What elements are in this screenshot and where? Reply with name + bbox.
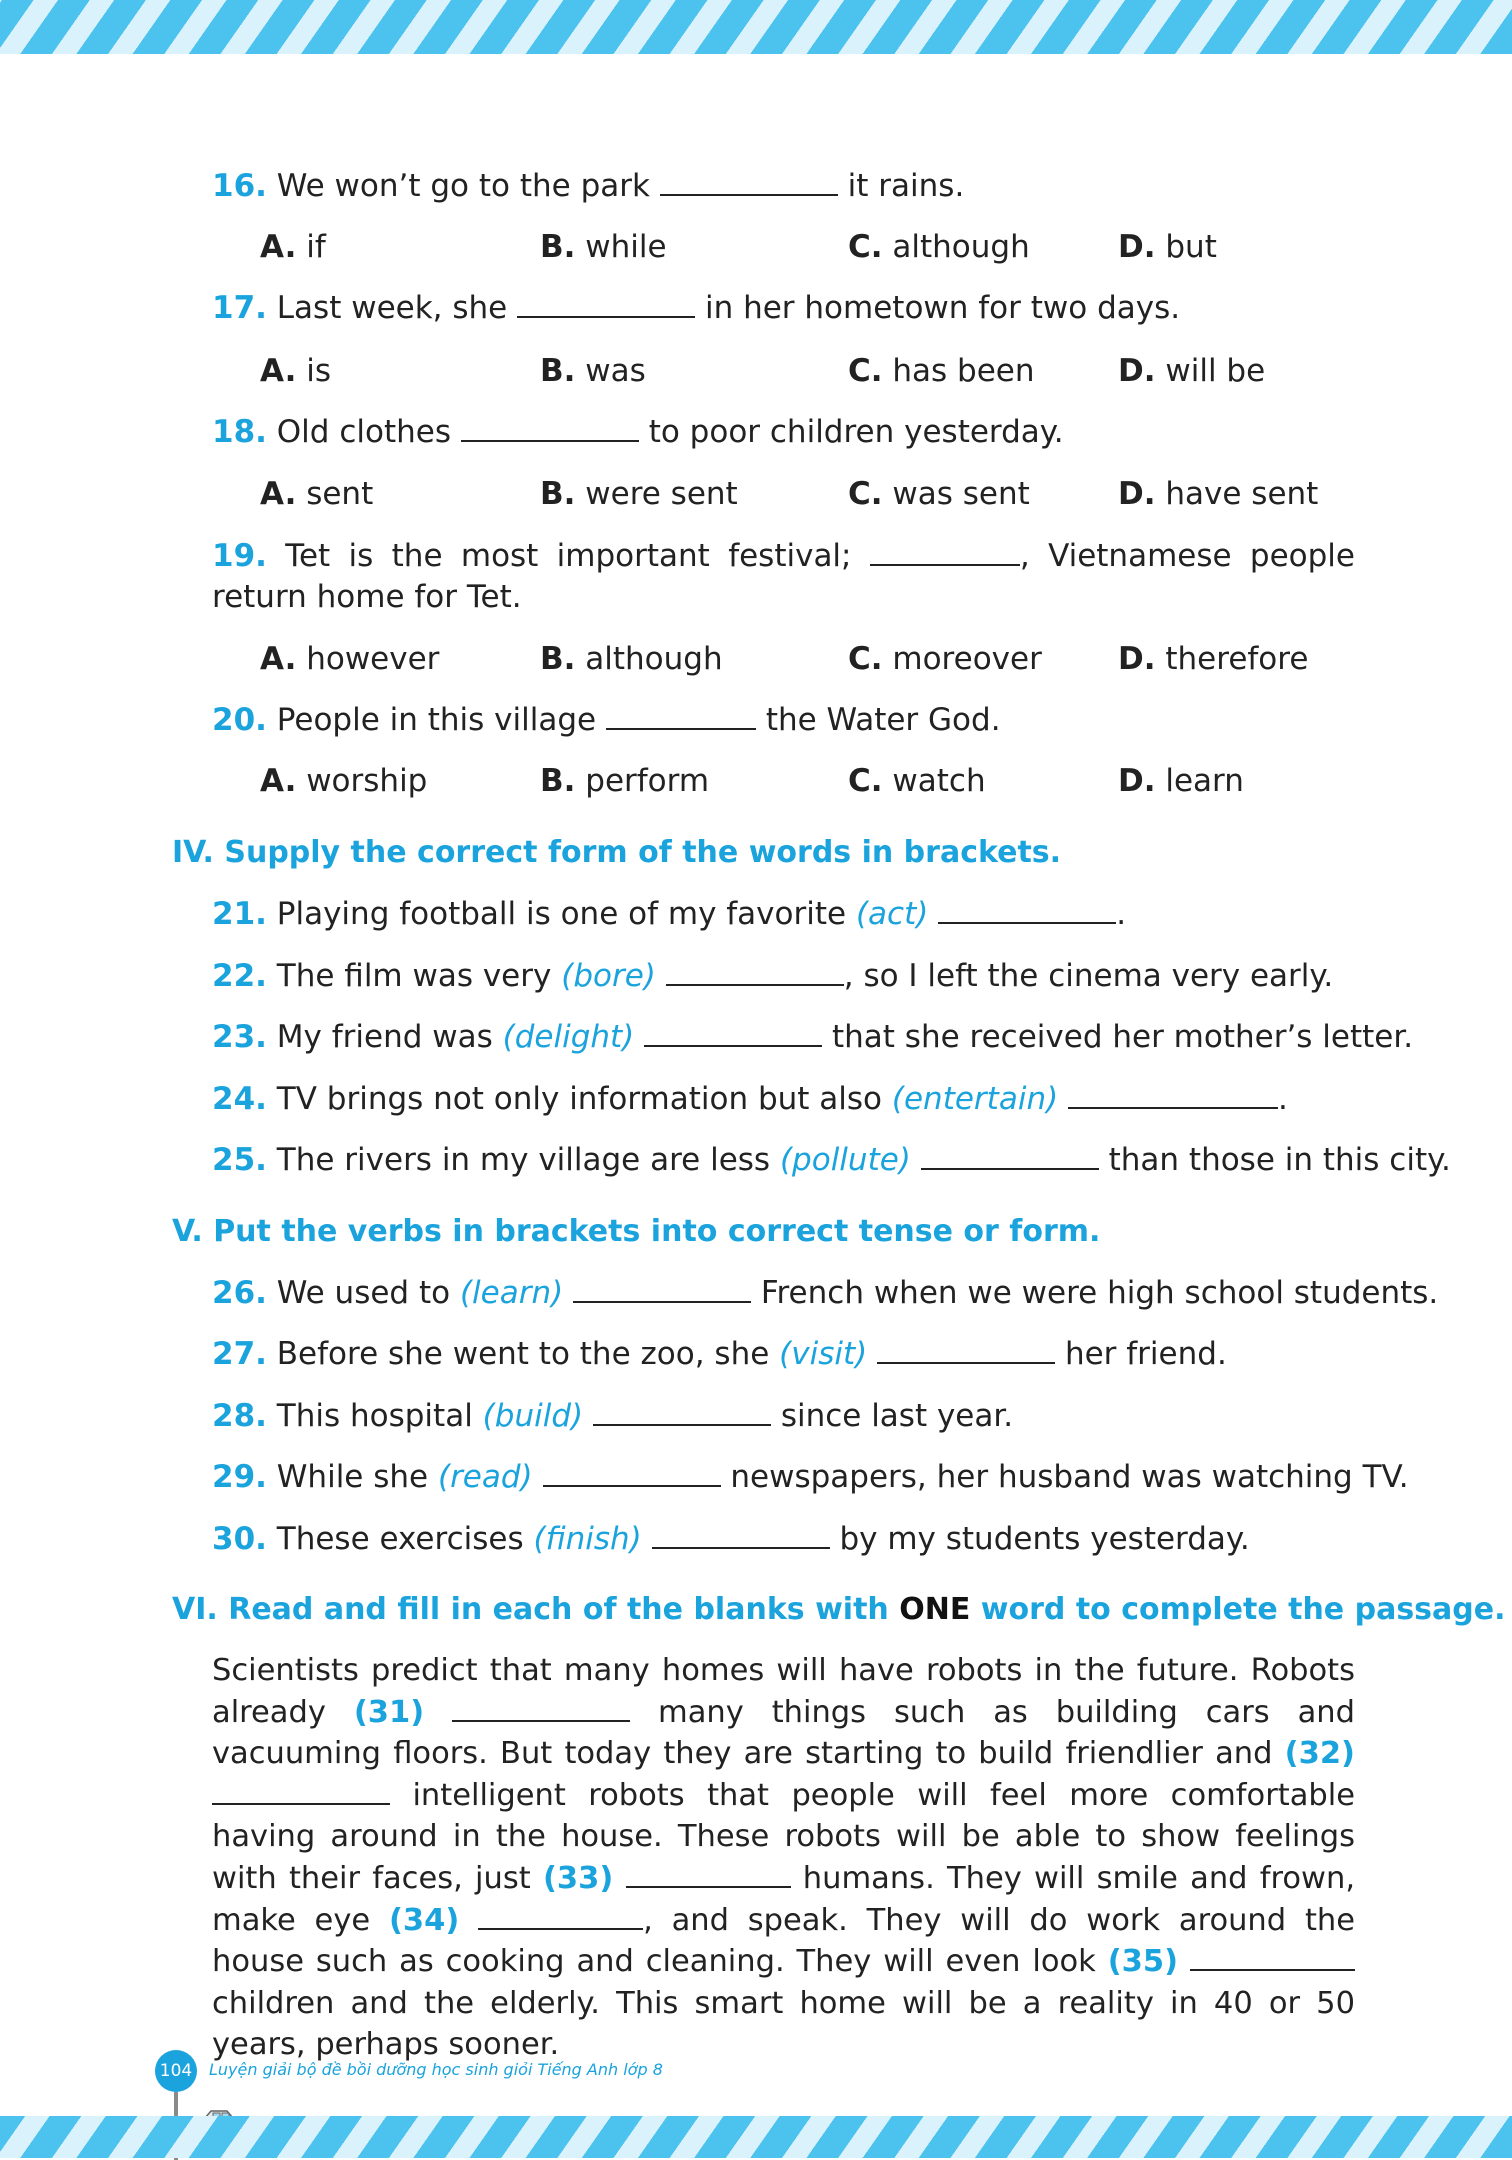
answer-blank[interactable] — [1068, 1083, 1278, 1109]
verb-hint: (read) — [437, 1459, 533, 1495]
option-b[interactable] — [540, 639, 723, 679]
question-number: 27. — [212, 1336, 267, 1372]
question-text: than those in this city. — [1108, 1142, 1451, 1178]
word-hint: (pollute) — [779, 1142, 911, 1178]
option-letter: C. — [848, 763, 883, 799]
option-b[interactable] — [540, 761, 709, 801]
question-number: 18. — [212, 414, 267, 450]
question-22 — [212, 956, 1333, 996]
option-c[interactable] — [848, 227, 1030, 267]
question-text: While she — [276, 1459, 429, 1495]
option-letter: A. — [260, 476, 297, 512]
option-text: however — [306, 641, 440, 677]
question-number: 28. — [212, 1398, 267, 1434]
option-letter: C. — [848, 641, 883, 677]
answer-blank[interactable] — [660, 170, 838, 196]
question-text: We used to — [276, 1275, 451, 1311]
passage-text: , and speak. They will do work around the house such as cooking and cleaning. They will even look — [212, 1902, 1355, 1980]
question-26 — [212, 1273, 1438, 1313]
bottom-stripe-band — [0, 2116, 1512, 2158]
page-footer — [155, 2040, 755, 2120]
options-19 — [260, 639, 1360, 679]
options-17 — [260, 351, 1360, 391]
question-text: her friend. — [1064, 1336, 1227, 1372]
option-text: while — [585, 229, 667, 265]
question-text: Old clothes — [276, 414, 451, 450]
question-19 — [212, 536, 1355, 618]
option-letter: D. — [1118, 476, 1156, 512]
question-number: 29. — [212, 1459, 267, 1495]
question-text: Before she went to the zoo, she — [276, 1336, 770, 1372]
question-25 — [212, 1140, 1451, 1180]
question-text: My friend was — [276, 1019, 493, 1055]
passage-text: intelligent robots that people will feel more comfortable having around in the house. These robots will be able to show feelings with their faces, just — [212, 1777, 1355, 1896]
question-text: , Vietnamese people return home for Tet. — [212, 538, 1355, 615]
word-hint: (delight) — [502, 1019, 635, 1055]
question-16 — [212, 166, 964, 206]
answer-blank-34[interactable] — [478, 1904, 643, 1930]
question-text: to poor children yesterday. — [648, 414, 1064, 450]
question-number: 16. — [212, 168, 267, 204]
question-number: 24. — [212, 1081, 267, 1117]
option-text: if — [306, 229, 326, 265]
option-d[interactable] — [1118, 761, 1244, 801]
passage-text: many things such as building cars and vacuuming floors. But today they are starting to build friendlier and — [212, 1694, 1355, 1772]
blank-number-34: (34) — [388, 1902, 460, 1938]
reading-passage — [212, 1650, 1355, 2066]
question-text: Playing football is one of my favorite — [276, 896, 847, 932]
question-text: This hospital — [276, 1398, 473, 1434]
answer-blank[interactable] — [517, 292, 695, 318]
question-number: 20. — [212, 702, 267, 738]
answer-blank[interactable] — [461, 416, 639, 442]
option-a[interactable] — [260, 227, 326, 267]
section-vi-title — [172, 1590, 1506, 1630]
option-d[interactable] — [1118, 227, 1217, 267]
option-text: although — [585, 641, 723, 677]
option-letter: A. — [260, 353, 297, 389]
section-iv-title: IV. Supply the correct form of the words in brackets. — [172, 835, 1062, 870]
option-letter: A. — [260, 763, 297, 799]
option-letter: B. — [540, 641, 576, 677]
option-letter: B. — [540, 353, 576, 389]
question-text: . — [1278, 1081, 1288, 1117]
question-text: TV brings not only information but also — [276, 1081, 883, 1117]
question-text: in her hometown for two days. — [704, 290, 1181, 326]
option-letter: D. — [1118, 641, 1156, 677]
option-c[interactable] — [848, 761, 986, 801]
answer-blank-31[interactable] — [452, 1696, 630, 1722]
blank-number-35: (35) — [1107, 1944, 1179, 1980]
option-d[interactable] — [1118, 474, 1318, 514]
option-a[interactable] — [260, 474, 373, 514]
page-number: 104 — [155, 2050, 197, 2092]
question-number: 30. — [212, 1521, 267, 1557]
answer-blank-35[interactable] — [1190, 1945, 1355, 1971]
verb-hint: (visit) — [779, 1336, 868, 1372]
answer-blank[interactable] — [870, 540, 1020, 566]
option-letter: D. — [1118, 763, 1156, 799]
option-b[interactable] — [540, 351, 646, 391]
blank-number-33: (33) — [542, 1860, 614, 1896]
option-letter: A. — [260, 229, 297, 265]
section-v-title: V. Put the verbs in brackets into correct tense or form. — [172, 1214, 1101, 1249]
question-text: These exercises — [276, 1521, 524, 1557]
answer-blank[interactable] — [921, 1144, 1099, 1170]
top-stripe-band — [0, 0, 1512, 54]
option-text: sent — [306, 476, 374, 512]
question-text: The rivers in my village are less — [276, 1142, 771, 1178]
section-title-part: word to complete the passage. — [980, 1592, 1506, 1627]
question-number: 21. — [212, 896, 267, 932]
option-text: learn — [1165, 763, 1244, 799]
option-c[interactable] — [848, 639, 1042, 679]
question-text: The film was very — [276, 958, 552, 994]
answer-blank[interactable] — [543, 1461, 721, 1487]
question-21 — [212, 894, 1126, 934]
option-text: although — [892, 229, 1030, 265]
option-letter: D. — [1118, 353, 1156, 389]
passage-text: children and the elderly. This smart home will be a reality in 40 or 50 years, perhaps sooner. — [212, 1985, 1355, 2063]
section-title-emphasis: ONE — [899, 1592, 971, 1627]
option-letter: B. — [540, 763, 576, 799]
options-20 — [260, 761, 1360, 801]
option-a[interactable] — [260, 639, 439, 679]
option-text: worship — [306, 763, 428, 799]
option-letter: B. — [540, 229, 576, 265]
question-number: 23. — [212, 1019, 267, 1055]
question-text: We won’t go to the park — [276, 168, 650, 204]
book-title: Luyện giải bộ đề bồi dưỡng học sinh giỏi Tiếng Anh lớp 8 — [209, 2060, 663, 2079]
answer-blank[interactable] — [644, 1021, 822, 1047]
option-text: but — [1165, 229, 1217, 265]
question-number: 17. — [212, 290, 267, 326]
question-text: by my students yesterday. — [839, 1521, 1250, 1557]
answer-blank[interactable] — [606, 704, 756, 730]
option-text: were sent — [585, 476, 738, 512]
answer-blank[interactable] — [938, 898, 1116, 924]
option-letter: C. — [848, 229, 883, 265]
option-text: watch — [892, 763, 986, 799]
option-text: perform — [585, 763, 710, 799]
question-27 — [212, 1334, 1227, 1374]
question-text: the Water God. — [765, 702, 1001, 738]
answer-blank[interactable] — [573, 1277, 751, 1303]
section-title-part: VI. Read and fill in each of the blanks with — [172, 1592, 889, 1627]
question-number: 22. — [212, 958, 267, 994]
blank-number-32: (32) — [1284, 1736, 1355, 1772]
option-d[interactable] — [1118, 639, 1308, 679]
question-text: it rains. — [847, 168, 965, 204]
option-letter: C. — [848, 476, 883, 512]
question-text: People in this village — [276, 702, 597, 738]
question-28 — [212, 1396, 1013, 1436]
word-hint: (act) — [855, 896, 929, 932]
verb-hint: (finish) — [533, 1521, 642, 1557]
question-23 — [212, 1017, 1413, 1057]
option-text: has been — [892, 353, 1035, 389]
question-number: 26. — [212, 1275, 267, 1311]
question-number: 19. — [212, 538, 267, 574]
option-c[interactable] — [848, 474, 1030, 514]
question-17 — [212, 288, 1180, 328]
option-letter: C. — [848, 353, 883, 389]
question-20 — [212, 700, 1001, 740]
question-text: French when we were high school students. — [760, 1275, 1439, 1311]
option-b[interactable] — [540, 227, 667, 267]
option-text: have sent — [1165, 476, 1319, 512]
option-a[interactable] — [260, 761, 427, 801]
answer-blank-32[interactable] — [212, 1779, 390, 1805]
options-18 — [260, 474, 1360, 514]
question-text: . — [1116, 896, 1127, 932]
word-hint: (bore) — [561, 958, 656, 994]
option-c[interactable] — [848, 351, 1035, 391]
option-a[interactable] — [260, 351, 331, 391]
passage-text: Scientists predict that many homes will have robots in the future. Robots already — [212, 1653, 1355, 1730]
answer-blank-33[interactable] — [626, 1862, 791, 1888]
verb-hint: (learn) — [459, 1275, 564, 1311]
answer-blank[interactable] — [666, 960, 844, 986]
question-number: 25. — [212, 1142, 267, 1178]
question-text: since last year. — [780, 1398, 1014, 1434]
question-29 — [212, 1457, 1409, 1497]
answer-blank[interactable] — [593, 1400, 771, 1426]
option-letter: A. — [260, 641, 297, 677]
option-text: therefore — [1165, 641, 1309, 677]
option-b[interactable] — [540, 474, 738, 514]
word-hint: (entertain) — [891, 1081, 1059, 1117]
options-16 — [260, 227, 1360, 267]
question-text: , so I left the cinema very early. — [843, 958, 1334, 994]
question-18 — [212, 412, 1064, 452]
answer-blank[interactable] — [652, 1523, 830, 1549]
question-text: newspapers, her husband was watching TV. — [730, 1459, 1409, 1495]
option-text: will be — [1165, 353, 1266, 389]
question-text: that she received her mother’s letter. — [832, 1019, 1414, 1055]
option-d[interactable] — [1118, 351, 1265, 391]
passage-text: humans. They will smile and frown, make eye — [212, 1860, 1356, 1938]
question-text: Last week, she — [276, 290, 508, 326]
option-text: is — [306, 353, 331, 389]
verb-hint: (build) — [482, 1398, 584, 1434]
blank-number-31: (31) — [353, 1694, 425, 1730]
question-text: Tet is the most important festival; — [285, 538, 852, 574]
option-letter: D. — [1118, 229, 1156, 265]
question-30 — [212, 1519, 1250, 1559]
option-text: moreover — [892, 641, 1042, 677]
option-text: was sent — [892, 476, 1030, 512]
option-text: was — [585, 353, 646, 389]
answer-blank[interactable] — [877, 1338, 1055, 1364]
question-24 — [212, 1079, 1288, 1119]
option-letter: B. — [540, 476, 576, 512]
